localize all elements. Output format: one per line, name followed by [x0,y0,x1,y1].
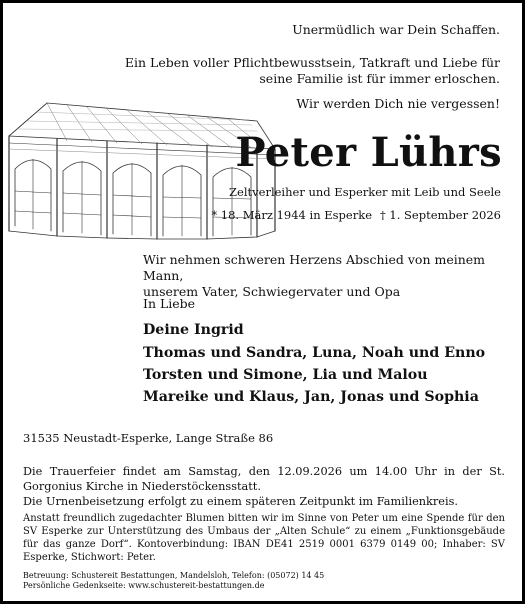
urn-notice: Die Urnenbeisetzung erfolgt zu einem späteren Zeitpunkt im Familienkreis. [23,495,458,508]
farewell-text [143,252,513,300]
in-liebe-label: In Liebe [143,296,196,311]
family-line: Thomas und Sandra, Luna, Noah und Enno [143,345,486,361]
life-dates [211,208,501,222]
family-line: Deine Ingrid [143,322,244,338]
funeral-home-info: Betreuung: Schustereit Bestattungen, Mandelsloh, Telefon: (05072) 14 45 [23,571,325,580]
memorial-page-info: Persönliche Gedenkseite: www.schustereit-bestattungen.de [23,581,265,590]
deceased-name: Peter Lührs [235,129,502,176]
funeral-notice: Die Trauerfeier findet am Samstag, den 12.09.2026 um 14.00 Uhr in der St. Gorgonius Kirche in Niederstöckensstatt. [23,465,505,493]
family-line: Mareike und Klaus, Jan, Jonas und Sophia [143,389,479,405]
quote-line-3: seine Familie ist für immer erloschen. [259,71,500,86]
birth-date: * 18. März 1944 in Esperke [211,208,372,222]
farewell-line-1: Wir nehmen schweren Herzens Abschied von meinem Mann, [143,252,486,283]
family-line: Torsten und Simone, Lia und Malou [143,367,428,383]
quote-line-2: Ein Leben voller Pflichtbewusstsein, Tatkraft und Liebe für [124,55,500,70]
family-address: 31535 Neustadt-Esperke, Lange Straße 86 [23,431,274,445]
quote-line-4: Wir werden Dich nie vergessen! [296,96,500,111]
quote-line-1: Unermüdlich war Dein Schaffen. [292,22,500,37]
quote-lines-2-3 [125,55,500,87]
farewell-line-2: unserem Vater, Schwiegervater und Opa [143,284,401,299]
donation-notice: Anstatt freundlich zugedachter Blumen bitten wir im Sinne von Peter um eine Spende für den SV Esperke zur Unterstützung des Umbaus der „Alten Schule“ zu einem „Funktionsgebäude für das ganze Dorf“. Kontoverbindung: IBAN DE41 2519 0001 6379 0149 00; Inhaber: SV Esperke, Stichwort: Peter. [23,513,505,563]
death-date: † 1. September 2026 [380,208,501,222]
deceased-subtitle: Zeltverleiher und Esperker mit Leib und Seele [229,185,501,199]
